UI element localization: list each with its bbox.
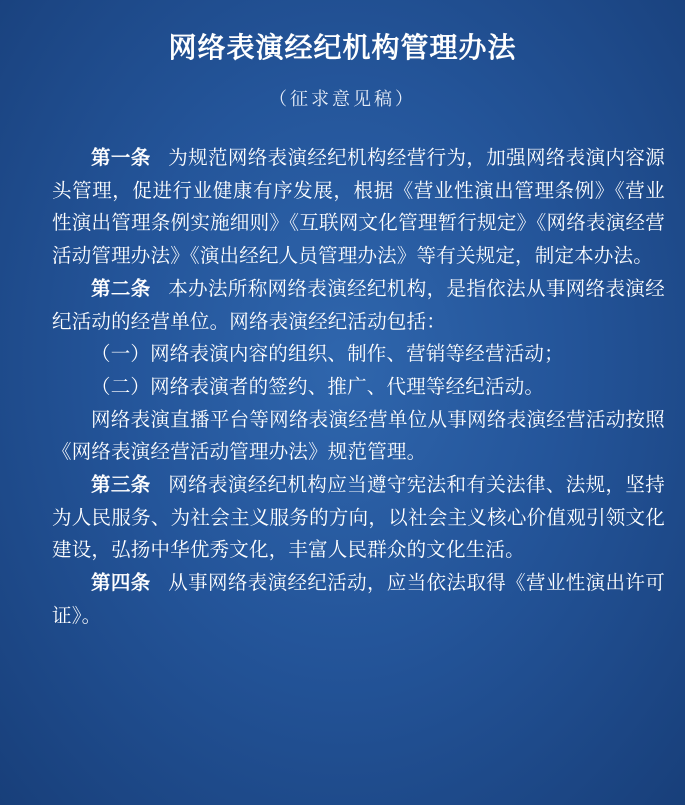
article-1-text: 为规范网络表演经纪机构经营行为，加强网络表演内容源头管理，促进行业健康有序发展，根据《营业性演出管理条例》《营业性演出管理条例实施细则》《互联网文化管理暂行规定》《网络表演经营活动管理办法》《演出经纪人员管理办法》等有关规定，制定本办法。 (52, 146, 665, 268)
article-2-item-1-text: （一）网络表演内容的组织、制作、营销等经营活动； (91, 342, 564, 366)
article-1-paragraph (52, 142, 665, 273)
article-3-paragraph (52, 469, 665, 567)
article-2-note (52, 404, 665, 469)
document-subtitle: （征求意见稿） (269, 89, 416, 110)
article-4-heading: 第四条 (91, 571, 151, 595)
article-4-text: 从事网络表演经纪活动，应当依法取得《营业性演出许可证》。 (52, 571, 665, 627)
article-2-item-1 (52, 338, 665, 371)
article-2-paragraph (52, 273, 665, 338)
article-3-heading: 第三条 (91, 473, 151, 497)
document-body (52, 142, 665, 633)
document-title: 网络表演经纪机构管理办法 (168, 31, 517, 64)
article-2-item-2 (52, 371, 665, 404)
article-2-text: 本办法所称网络表演经纪机构，是指依法从事网络表演经纪活动的经营单位。网络表演经纪活动包括： (52, 276, 665, 333)
article-4-paragraph (52, 567, 665, 632)
article-2-heading: 第二条 (91, 276, 151, 300)
article-1-heading: 第一条 (91, 146, 151, 169)
article-2-item-2-text: （二）网络表演者的签约、推广、代理等经纪活动。 (91, 374, 545, 398)
article-2-note-text: 网络表演直播平台等网络表演经营单位从事网络表演经营活动按照《网络表演经营活动管理办法》规范管理。 (52, 407, 665, 464)
article-3-text: 网络表演经纪机构应当遵守宪法和有关法律、法规，坚持为人民服务、为社会主义服务的方向，以社会主义核心价值观引领文化建设，弘扬中华优秀文化，丰富人民群众的文化生活。 (52, 473, 665, 562)
